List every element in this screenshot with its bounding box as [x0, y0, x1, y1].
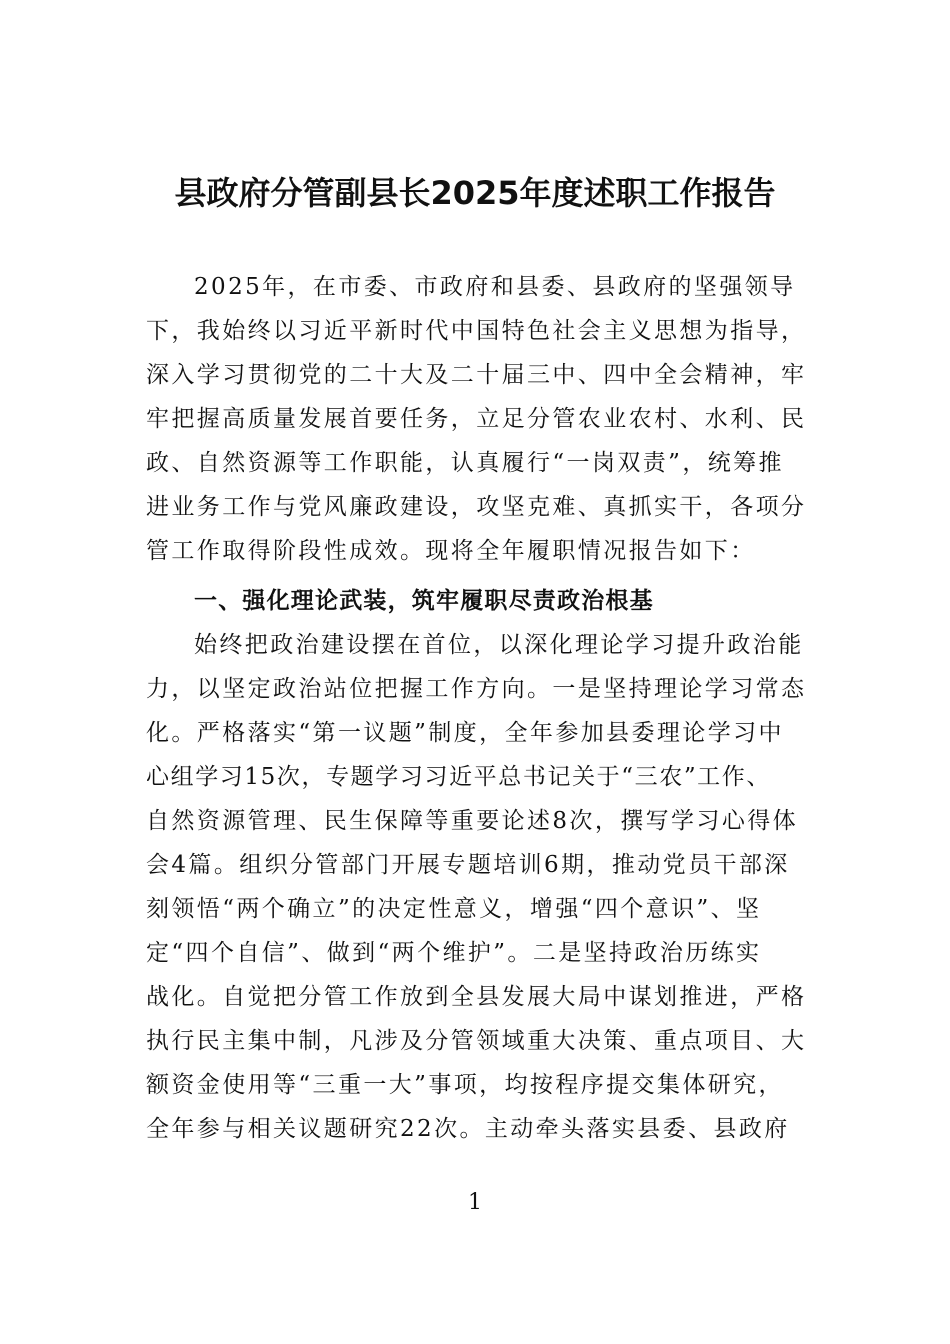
paragraph-line: 深入学习贯彻党的二十大及二十届三中、四中全会精神，牢 — [146, 362, 807, 388]
document-title: 县政府分管副县长2025年度述职工作报告 — [174, 174, 776, 212]
paragraph-line: 执行民主集中制，凡涉及分管领域重大决策、重点项目、大 — [146, 1028, 807, 1054]
page-number: 1 — [468, 1190, 482, 1215]
paragraph-line: 额资金使用等“三重一大”事项，均按程序提交集体研究， — [146, 1072, 784, 1098]
paragraph-line: 会4篇。组织分管部门开展专题培训6期，推动党员干部深 — [146, 852, 790, 878]
paragraph-line: 定“四个自信”、做到“两个维护”。二是坚持政治历练实 — [146, 940, 762, 966]
paragraph-line: 牢把握高质量发展首要任务，立足分管农业农村、水利、民 — [146, 406, 807, 432]
paragraph-line: 化。严格落实“第一议题”制度，全年参加县委理论学习中 — [146, 720, 784, 746]
paragraph-line: 战化。自觉把分管工作放到全县发展大局中谋划推进，严格 — [146, 984, 807, 1010]
paragraph-line: 管工作取得阶段性成效。现将全年履职情况报告如下： — [146, 538, 756, 564]
paragraph-line: 力，以坚定政治站位把握工作方向。一是坚持理论学习常态 — [146, 676, 807, 702]
paragraph-line: 始终把政治建设摆在首位，以深化理论学习提升政治能 — [194, 632, 804, 658]
paragraph-line: 政、自然资源等工作职能，认真履行“一岗双责”，统筹推 — [146, 450, 784, 476]
paragraph-line: 刻领悟“两个确立”的决定性意义，增强“四个意识”、坚 — [146, 896, 762, 922]
paragraph-line: 2025年，在市委、市政府和县委、县政府的坚强领导 — [194, 274, 796, 300]
paragraph-line: 全年参与相关议题研究22次。主动牵头落实县委、县政府 — [146, 1116, 790, 1142]
paragraph-line: 进业务工作与党风廉政建设，攻坚克难、真抓实干，各项分 — [146, 494, 807, 520]
section-heading: 一、强化理论武装，筑牢履职尽责政治根基 — [194, 588, 654, 614]
paragraph-line: 心组学习15次，专题学习习近平总书记关于“三农”工作、 — [146, 764, 771, 790]
paragraph-line: 下，我始终以习近平新时代中国特色社会主义思想为指导， — [146, 318, 807, 344]
paragraph-line: 自然资源管理、民生保障等重要论述8次，撰写学习心得体 — [146, 808, 799, 834]
